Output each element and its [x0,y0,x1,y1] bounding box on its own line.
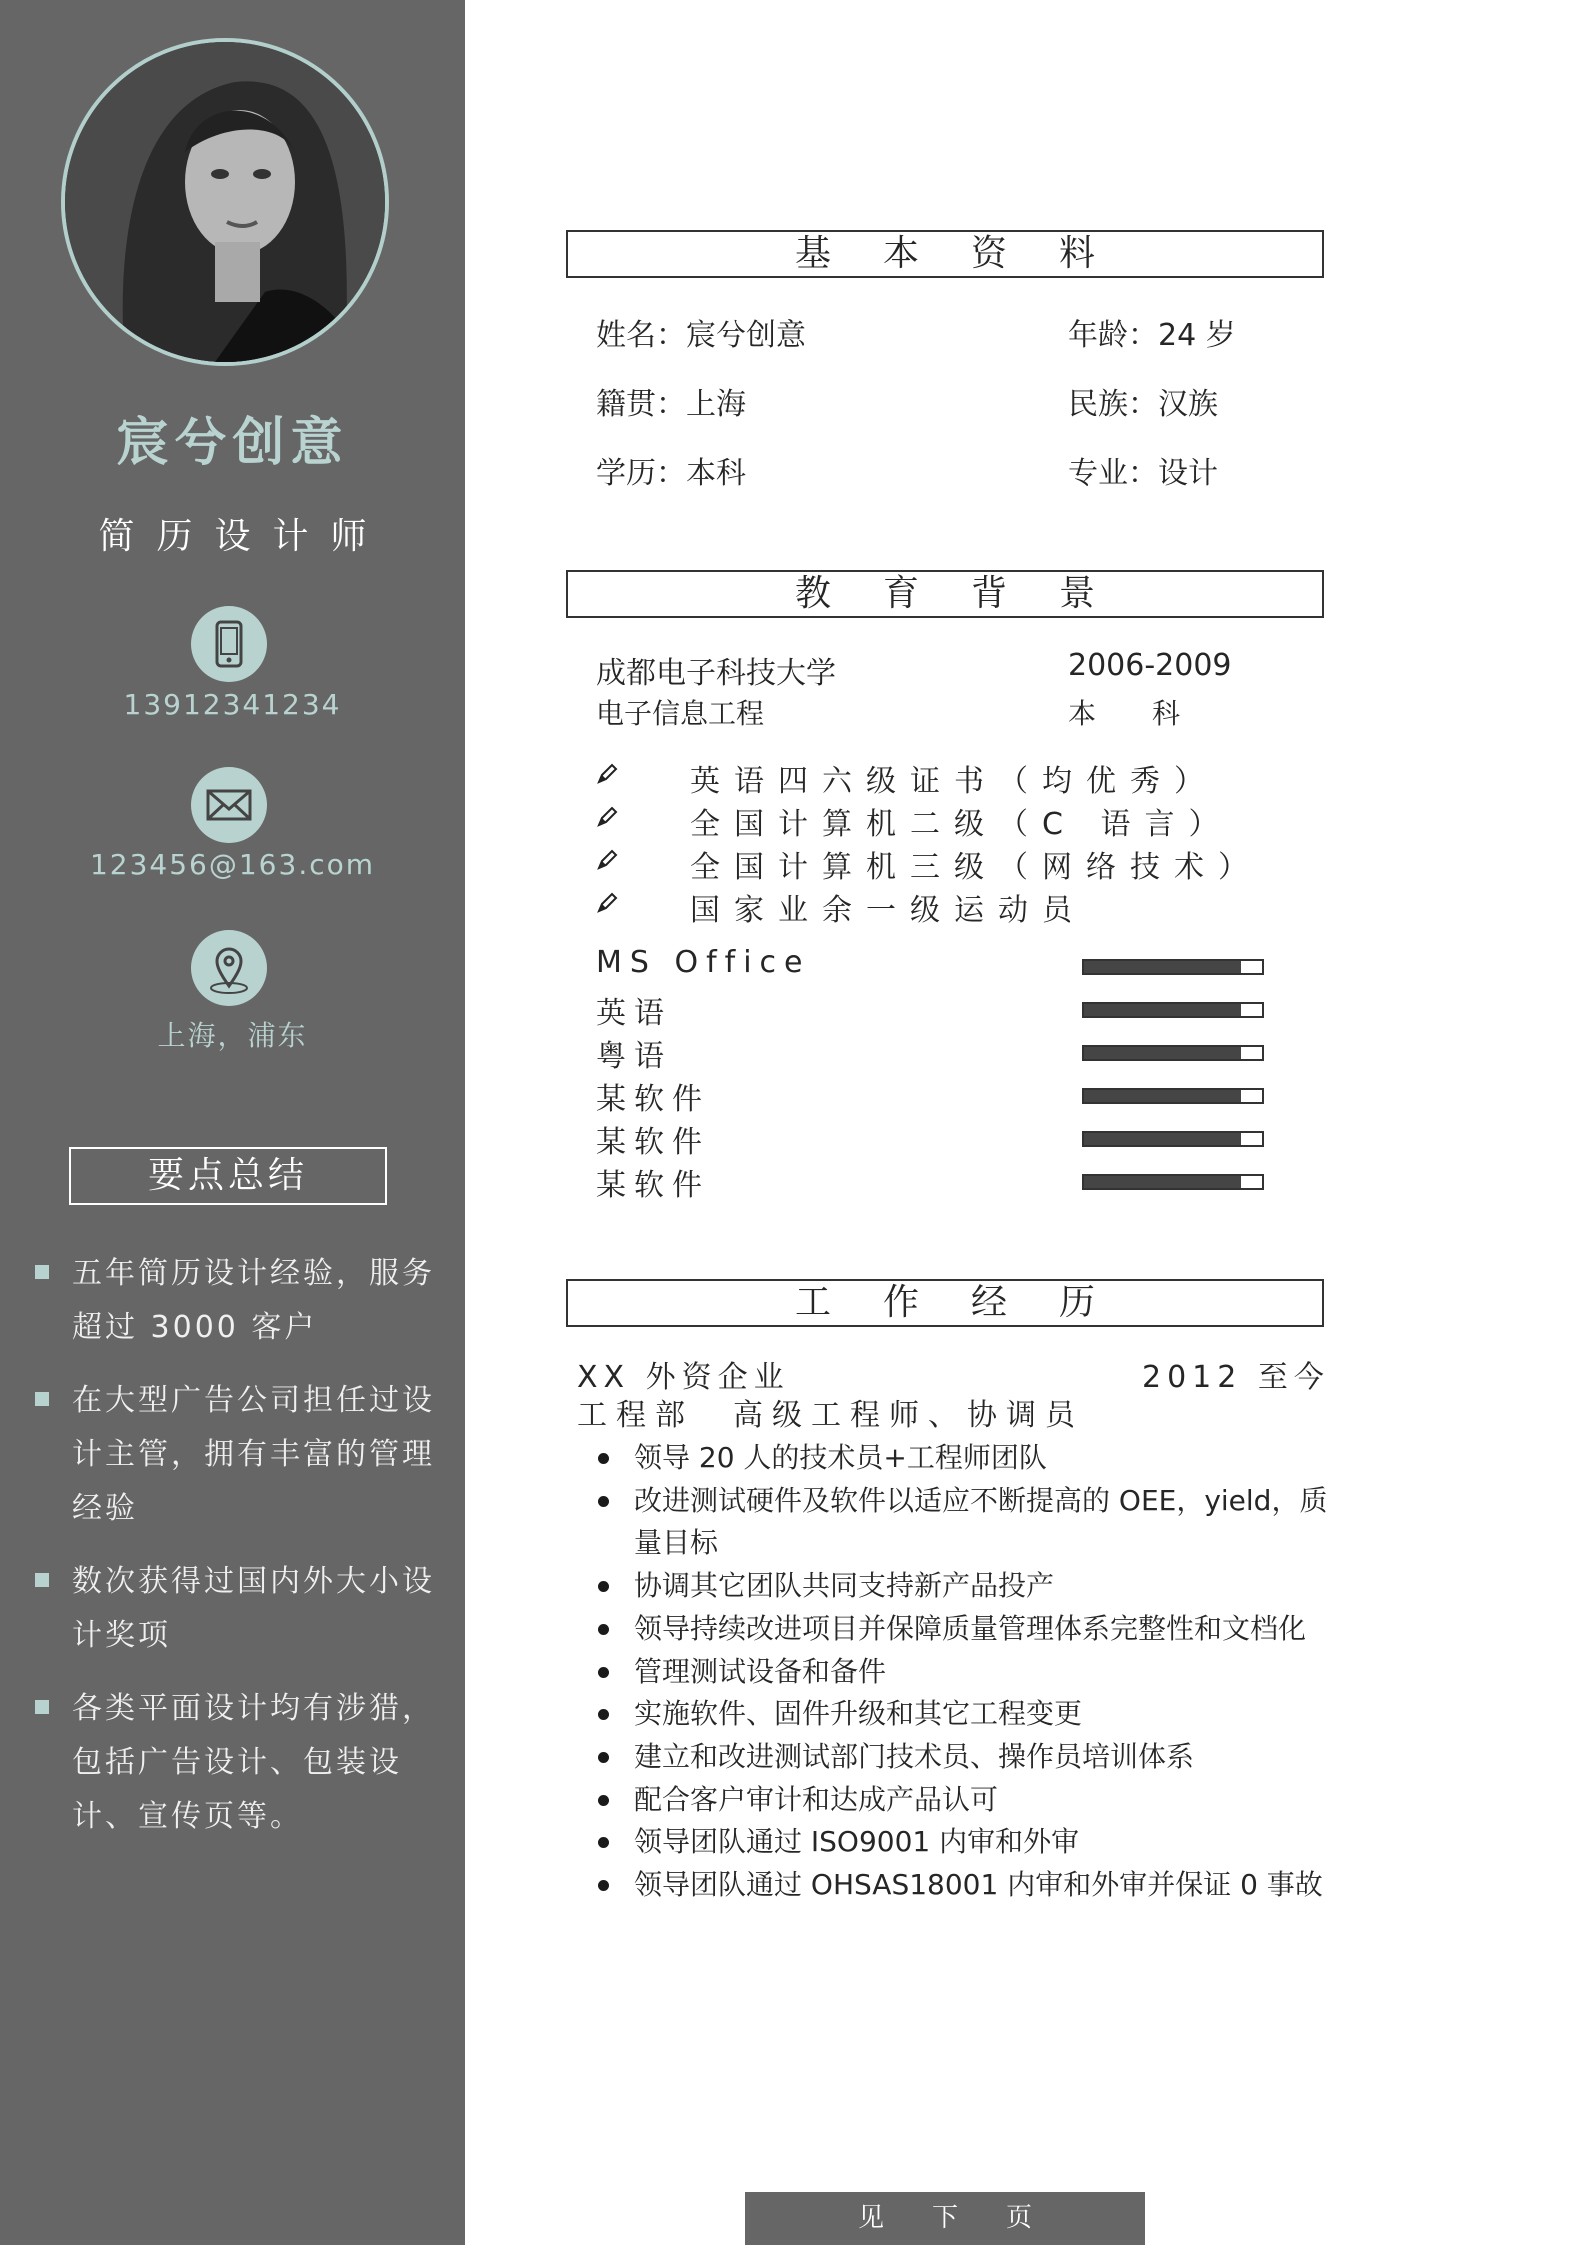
skill-bar-fill [1084,1133,1241,1145]
skill-bar-fill [1084,1176,1241,1188]
certificate-item: 全国计算机二级（C 语言） [690,807,1233,842]
skill-bar [1082,1002,1264,1018]
mail-icon [191,767,267,843]
bullet-dot-icon [598,1667,609,1678]
phone-number: 13912341234 [123,688,342,721]
next-page-button[interactable]: 见下页 [745,2192,1145,2245]
skill-label: 某软件 [596,1168,710,1203]
school-degree: 本 科 [1068,697,1181,730]
skill-bar-fill [1084,1004,1241,1016]
field-major: 专业：设计 [1068,456,1218,491]
work-role: 工程部 高级工程师、协调员 [577,1398,1084,1433]
pencil-icon [596,763,618,785]
phone-icon [191,606,267,682]
certificate-item: 英语四六级证书（均优秀） [690,764,1218,799]
bullet-square-icon [35,1392,49,1406]
bullet-dot-icon [598,1709,609,1720]
profile-photo [61,38,389,366]
basic-info-heading: 基本资料 [566,230,1324,278]
summary-item: 数次获得过国内外大小设计奖项 [32,1555,442,1663]
pencil-icon [596,892,618,914]
summary-list [32,1247,442,1863]
duty-item: 实施软件、固件升级和其它工程变更 [596,1693,1336,1736]
work-period: 2012 至今 [1142,1360,1330,1395]
skill-bar-fill [1084,1090,1241,1102]
duties-list [596,1437,1336,1907]
company-name: XX 外资企业 [577,1360,790,1395]
skill-bar [1082,1174,1264,1190]
field-ethnicity: 民族：汉族 [1068,387,1218,422]
school-name: 成都电子科技大学 [596,656,836,691]
summary-item: 在大型广告公司担任过设计主管，拥有丰富的管理经验 [32,1374,442,1536]
bullet-dot-icon [598,1581,609,1592]
skill-label: 某软件 [596,1125,710,1160]
bullet-dot-icon [598,1624,609,1635]
portrait-image [65,42,385,362]
work-heading: 工作经历 [566,1279,1324,1327]
summary-item: 五年简历设计经验，服务超过 3000 客户 [32,1247,442,1355]
skill-bar-fill [1084,1047,1241,1059]
school-years: 2006-2009 [1068,648,1232,683]
duty-item: 协调其它团队共同支持新产品投产 [596,1565,1336,1608]
duty-item: 领导持续改进项目并保障质量管理体系完整性和文档化 [596,1608,1336,1651]
duty-item: 领导团队通过 OHSAS18001 内审和外审并保证 0 事故 [596,1864,1336,1907]
duty-item: 配合客户审计和达成产品认可 [596,1779,1336,1822]
duty-item: 管理测试设备和备件 [596,1651,1336,1694]
bullet-dot-icon [598,1880,609,1891]
skill-bar [1082,1131,1264,1147]
certificate-item: 国家业余一级运动员 [690,893,1086,928]
school-major: 电子信息工程 [596,697,765,730]
skill-bar [1082,1088,1264,1104]
profile-title: 简历设计师 [98,516,389,557]
summary-item: 各类平面设计均有涉猎，包括广告设计、包装设计、宣传页等。 [32,1682,442,1844]
skill-bar [1082,1045,1264,1061]
skill-label: 某软件 [596,1082,710,1117]
sidebar [0,0,465,2245]
location-text: 上海，浦东 [157,1019,308,1052]
profile-name: 宸兮创意 [116,413,349,473]
bullet-square-icon [35,1700,49,1714]
field-hometown: 籍贯：上海 [596,387,746,422]
bullet-dot-icon [598,1837,609,1848]
skill-label: 粤语 [596,1039,672,1074]
bullet-dot-icon [598,1496,609,1507]
bullet-dot-icon [598,1795,609,1806]
skill-label: MS Office [596,945,811,980]
bullet-square-icon [35,1265,49,1279]
skill-label: 英语 [596,996,672,1031]
duty-item: 改进测试硬件及软件以适应不断提高的 OEE，yield，质量目标 [596,1480,1336,1565]
pencil-icon [596,806,618,828]
bullet-square-icon [35,1573,49,1587]
certificate-item: 全国计算机三级（网络技术） [690,850,1262,885]
skill-bar-fill [1084,961,1241,973]
field-name: 姓名：宸兮创意 [596,318,806,353]
skill-bar [1082,959,1264,975]
pencil-icon [596,849,618,871]
duty-item: 领导 20 人的技术员+工程师团队 [596,1437,1336,1480]
location-icon [191,930,267,1006]
education-heading: 教育背景 [566,570,1324,618]
duty-item: 领导团队通过 ISO9001 内审和外审 [596,1821,1336,1864]
bullet-dot-icon [598,1752,609,1763]
bullet-dot-icon [598,1453,609,1464]
field-age: 年龄：24 岁 [1068,318,1236,353]
email-address: 123456@163.com [89,848,376,881]
summary-heading: 要点总结 [69,1147,387,1205]
duty-item: 建立和改进测试部门技术员、操作员培训体系 [596,1736,1336,1779]
field-education: 学历：本科 [596,456,746,491]
